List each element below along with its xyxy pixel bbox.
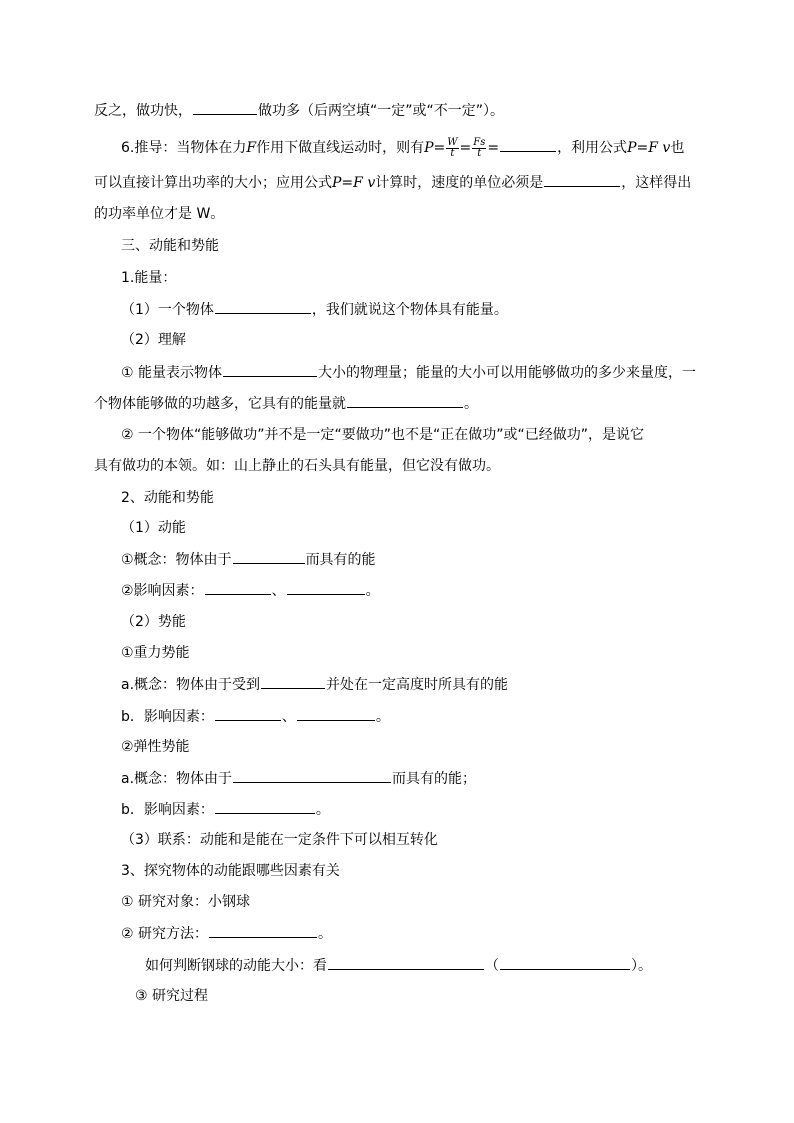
symbol: P	[424, 140, 434, 156]
blank	[500, 955, 630, 970]
blank	[209, 923, 317, 938]
text: 。	[464, 396, 478, 412]
blank	[347, 393, 463, 408]
symbol: P	[627, 140, 637, 156]
blank	[500, 137, 556, 152]
text: b．影响因素：	[121, 802, 214, 818]
denominator: t	[477, 147, 482, 159]
blank	[544, 172, 620, 187]
symbol: =	[487, 140, 500, 156]
text-line: （2）理解	[121, 332, 186, 348]
text: 作用下做直线运动时，则有	[256, 140, 425, 156]
symbol: F	[648, 140, 658, 156]
symbol: F	[246, 140, 257, 156]
text: 也	[670, 140, 685, 156]
text-line	[121, 706, 390, 727]
symbol: =	[433, 140, 446, 156]
text-line	[121, 137, 684, 159]
text-line	[121, 549, 376, 570]
text: 、	[271, 583, 286, 599]
text-line	[94, 100, 504, 121]
text: 计算时，速度的单位必须是	[375, 175, 544, 191]
text-line: 具有做功的本领。如：山上静止的石头具有能量，但它没有做功。	[94, 458, 500, 474]
text-line: ② 一个物体“能够做功”并不是一定“要做功”也不是“正在做功”或“已经做功”，是说它	[121, 427, 645, 443]
section-heading: 三、动能和势能	[121, 238, 219, 254]
text: ① 能量表示物体	[121, 365, 223, 381]
text: ②影响因素：	[121, 583, 204, 599]
text: 。	[318, 926, 333, 942]
blank	[261, 674, 325, 689]
text-line	[121, 923, 332, 944]
symbol: =	[636, 140, 649, 156]
text: ，这样得出	[621, 175, 692, 191]
text: ）。	[631, 958, 652, 974]
numerator: W	[447, 136, 458, 148]
text: 而具有的能；	[392, 771, 477, 787]
text-line	[121, 799, 330, 820]
blank	[233, 549, 305, 564]
text-line	[121, 362, 696, 383]
text-line: ①重力势能	[121, 645, 190, 661]
blank	[215, 706, 281, 721]
text: b．影响因素：	[121, 709, 214, 725]
text-line: （1）动能	[121, 520, 186, 536]
text: 个物体能够做的功越多，它具有的能量就	[94, 396, 346, 412]
text-line	[94, 172, 691, 193]
symbol: =	[459, 140, 472, 156]
blank	[215, 299, 311, 314]
subsection-heading: 2、动能和势能	[121, 490, 214, 506]
text: 。	[315, 802, 330, 818]
text: 可以直接计算出功率的大小；应用公式	[94, 175, 332, 191]
fraction	[446, 138, 458, 159]
blank	[287, 580, 365, 595]
subsection-heading: 1.能量：	[121, 270, 177, 286]
symbol: v	[367, 175, 376, 191]
blank	[297, 706, 375, 721]
denominator: t	[450, 147, 455, 159]
text-line	[121, 580, 380, 601]
text: a.概念：物体由于	[121, 771, 233, 787]
text-line: ③ 研究过程	[135, 988, 209, 1004]
text-line: ① 研究对象：小钢球	[121, 894, 251, 910]
text-line: （3）联系：动能和是能在一定条件下可以相互转化	[121, 832, 438, 848]
text: 而具有的能	[305, 552, 376, 568]
text-line	[121, 674, 508, 695]
text: 。	[365, 583, 380, 599]
symbol: =	[341, 175, 354, 191]
text: 如何判断钢球的动能大小：看	[145, 958, 327, 974]
text-line	[121, 768, 476, 789]
text: 反之，做功快，	[94, 103, 192, 119]
text: ，利用公式	[557, 140, 628, 156]
text: ①概念：物体由于	[121, 552, 232, 568]
blank	[233, 768, 391, 783]
text: a.概念：物体由于受到	[121, 677, 261, 693]
blank	[215, 799, 315, 814]
blank	[223, 362, 317, 377]
text: 6.推导：当物体在力	[121, 140, 247, 156]
text: 、	[281, 709, 296, 725]
text-line	[121, 299, 508, 320]
blank	[328, 955, 484, 970]
blank	[193, 100, 257, 115]
text-line	[145, 955, 652, 976]
text-line: 的功率单位才是 W。	[94, 206, 225, 222]
subsection-heading: 3、探究物体的动能跟哪些因素有关	[121, 863, 340, 879]
symbol: v	[662, 140, 671, 156]
symbol: F	[353, 175, 363, 191]
symbol: P	[332, 175, 342, 191]
text: ，我们就说这个物体具有能量。	[311, 302, 508, 318]
text-line: （2）势能	[121, 614, 186, 630]
text: ② 研究方法：	[121, 926, 209, 942]
fraction	[472, 138, 486, 159]
text-line: ②弹性势能	[121, 739, 190, 755]
numerator: Fs	[473, 136, 486, 148]
text: （1）一个物体	[121, 302, 214, 318]
text: （	[485, 958, 499, 974]
text: 。	[375, 709, 390, 725]
text: 大小的物理量；能量的大小可以用能够做功的多少来量度，一	[318, 365, 697, 381]
text-line	[94, 393, 478, 414]
blank	[205, 580, 271, 595]
text: 并处在一定高度时所具有的能	[326, 677, 509, 693]
text: 做功多（后两空填“一定”或“不一定”）。	[258, 103, 505, 119]
